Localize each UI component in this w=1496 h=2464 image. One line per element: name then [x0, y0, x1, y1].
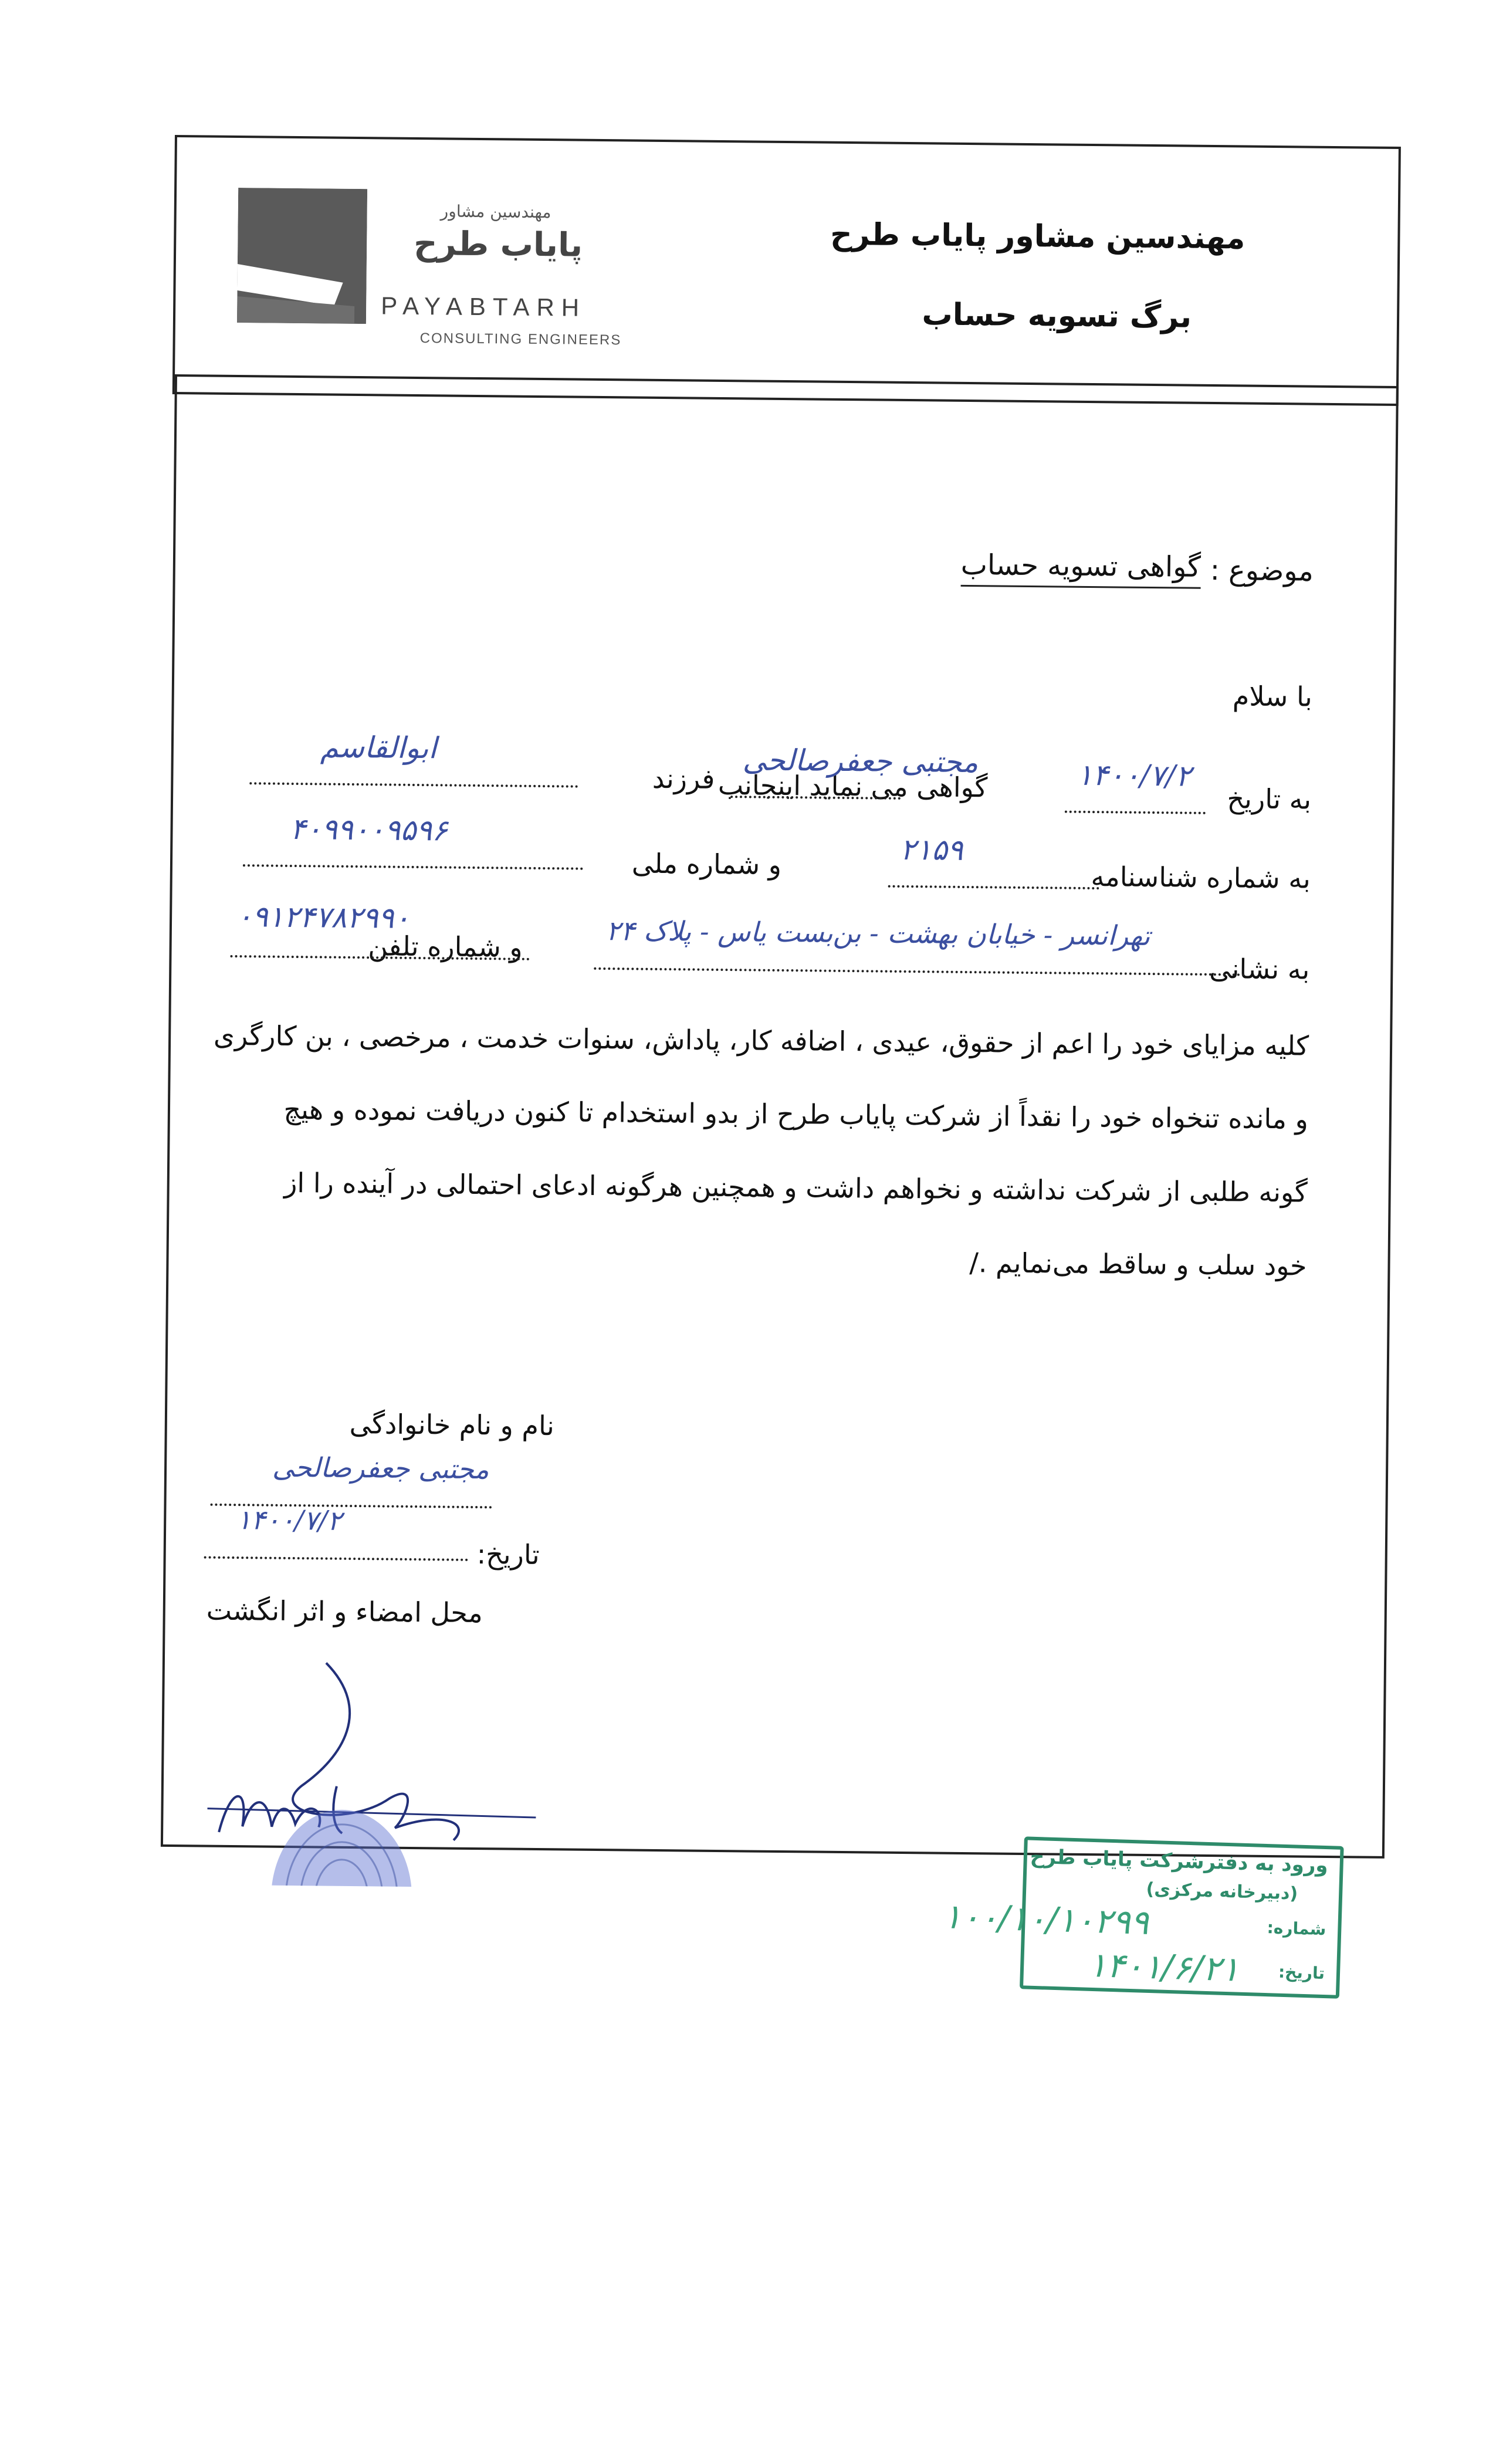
- stamp-title: ورود به دفترشرکت پایاب طرح: [1030, 1844, 1329, 1878]
- name-label: نام و نام خانوادگی: [349, 1407, 555, 1442]
- sign-date-label: تاریخ:: [476, 1538, 540, 1571]
- handwritten-phone: ۰۹۱۲۴۷۸۲۹۹۰: [236, 899, 410, 935]
- handwritten-sign-date: ۱۴۰۰/۷/۲: [236, 1504, 342, 1536]
- body-paragraph-line-4: خود سلب و ساقط می‌نمایم ./: [969, 1247, 1307, 1282]
- handwritten-date: ۱۴۰۰/۷/۲: [1077, 757, 1192, 793]
- logo-text-main: پایاب طرح: [413, 224, 583, 265]
- body-paragraph-line-1: کلیه مزایای خود را اعم از حقوق، عیدی ، اضافه کار، پاداش، سنوات خدمت ، مرخصی ، بن کارگری: [213, 1019, 1309, 1062]
- company-name: مهندسین مشاور پایاب طرح: [830, 216, 1245, 256]
- signature-icon: [195, 1638, 549, 1888]
- form-title: برگ تسویه حساب: [922, 297, 1192, 335]
- handwritten-address: تهرانسر - خیابان بهشت - بن‌بست یاس - پلاک ۲۴: [605, 915, 1150, 952]
- body-paragraph-line-2: و مانده تنخواه خود را نقداً از شرکت پایاب طرح از بدو استخدام تا کنون دریافت نموده و هیچ: [283, 1093, 1309, 1135]
- father-dots: [249, 782, 578, 787]
- logo-text-subtitle: CONSULTING ENGINEERS: [419, 330, 622, 348]
- letter-body-box: [161, 374, 1399, 1989]
- date-dots: [1065, 811, 1206, 814]
- greeting: با سلام: [1232, 680, 1313, 713]
- phone-label: و شماره تلفن: [368, 930, 523, 963]
- certify-text: گواهی می نماید اینجانب: [717, 769, 988, 804]
- handwritten-id-number: ۲۱۵۹: [900, 832, 963, 867]
- sign-date-dots: [204, 1556, 468, 1561]
- logo-mark-icon: [237, 188, 367, 324]
- address-dots: [594, 967, 1245, 976]
- stamp-subtitle: (دبیرخانه مرکزی): [1146, 1879, 1298, 1904]
- handwritten-sign-name: مجتبی جعفرصالحی: [272, 1451, 489, 1485]
- address-label: به نشانی: [1209, 952, 1310, 986]
- signature-place-label: محل امضاء و اثر انگشت: [206, 1594, 483, 1629]
- subject-label: موضوع :: [1210, 553, 1314, 588]
- header-box: [172, 135, 1401, 406]
- company-logo: [236, 188, 661, 362]
- stamp-date-label: تاریخ:: [1278, 1962, 1325, 1984]
- handwritten-father-name: ابوالقاسم: [320, 730, 437, 766]
- stamp-number: ۱۰۰/۱۰/۱۰۲۹۹: [942, 1896, 1150, 1942]
- date-label: به تاریخ: [1227, 783, 1312, 815]
- national-id-dots: [243, 864, 583, 870]
- id-number-label: به شماره شناسنامه: [1091, 861, 1311, 895]
- stamp-date: ۱۴۰۱/۶/۲۱: [1088, 1944, 1240, 1989]
- registration-stamp: [942, 1836, 1344, 1999]
- stamp-number-label: شماره:: [1267, 1918, 1326, 1940]
- national-id-label: و شماره ملی: [631, 847, 782, 881]
- body-paragraph-line-3: گونه طلبی از شرکت نداشته و نخواهم داشت و همچنین هرگونه ادعای احتمالی در آینده را از: [283, 1166, 1308, 1209]
- father-label: فرزند: [652, 762, 715, 795]
- handwritten-national-id: ۴۰۹۹۰۰۹۵۹۶: [290, 811, 448, 848]
- logo-text-english: PAYABTARH: [380, 292, 587, 321]
- logo-text-small: مهندسین مشاور: [440, 201, 551, 222]
- subject-text: گواهی تسویه حساب: [960, 549, 1201, 589]
- id-number-dots: [888, 885, 1099, 889]
- handwritten-name: مجتبی جعفرصالحی: [742, 743, 979, 780]
